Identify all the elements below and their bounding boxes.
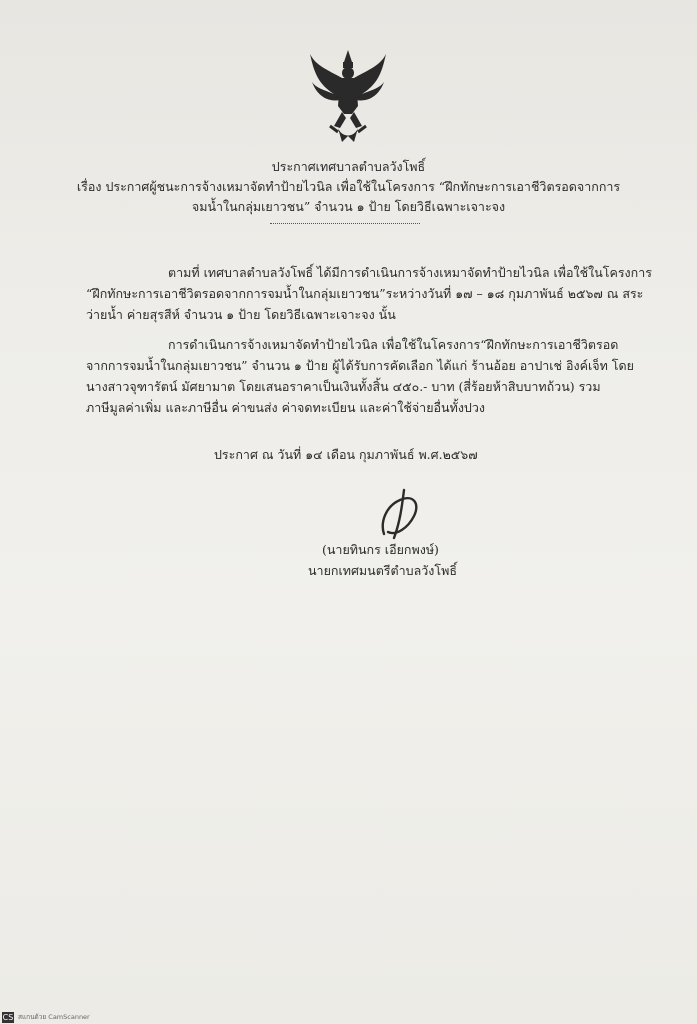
para2-line-4: ภาษีมูลค่าเพิ่ม และภาษีอื่น ค่าขนส่ง ค่าจดทะเบียน และค่าใช้จ่ายอื่นทั้งปวง bbox=[86, 400, 485, 415]
para1-line-1: ตามที่ เทศบาลตำบลวังโพธิ์ ได้มีการดำเนินการจ้างเหมาจัดทำป้ายไวนิล เพื่อใช้ในโครงการ bbox=[168, 265, 652, 280]
signatory-name: (นายทินกร เอียกพงษ์) bbox=[322, 542, 439, 557]
para2-line-1: การดำเนินการจ้างเหมาจัดทำป้ายไวนิล เพื่อใช้ในโครงการ“ฝึกทักษะการเอาชีวิตรอด bbox=[168, 337, 619, 352]
para1-line-2: “ฝึกทักษะการเอาชีวิตรอดจากการจมน้ำในกลุ่มเยาวชน”ระหว่างวันที่ ๑๗ – ๑๘ กุมภาพันธ์ ๒๕๖๗ ณ สระ bbox=[86, 286, 644, 301]
scanner-watermark bbox=[0, 1010, 202, 1024]
scanner-caption: สแกนด้วย CamScanner bbox=[18, 1013, 90, 1021]
announcement-date: ประกาศ ณ วันที่ ๑๔ เดือน กุมภาพันธ์ พ.ศ.๒๕๖๗ bbox=[214, 447, 478, 462]
para1-line-3: ว่ายน้ำ ค่ายสุรสีห์ จำนวน ๑ ป้าย โดยวิธีเฉพาะเจาะจง นั้น bbox=[86, 307, 396, 322]
handwritten-signature-icon bbox=[370, 486, 430, 542]
para2-line-3: นางสาวจุฑารัตน์ มัศยามาต โดยเสนอราคาเป็นเงินทั้งสิ้น ๔๕๐.- บาท (สี่ร้อยห้าสิบบาทถ้วน) รวม bbox=[86, 379, 601, 394]
camscanner-logo-icon: CS bbox=[2, 1012, 14, 1022]
subject-line-2: จมน้ำในกลุ่มเยาวชน” จำนวน ๑ ป้าย โดยวิธีเฉพาะเจาะจง bbox=[191, 199, 506, 214]
garuda-emblem-icon bbox=[308, 48, 388, 144]
document-title: ประกาศเทศบาลตำบลวังโพธิ์ bbox=[271, 159, 426, 174]
para2-line-2: จากการจมน้ำในกลุ่มเยาวชน” จำนวน ๑ ป้าย ผู้ได้รับการคัดเลือก ได้แก่ ร้านอ้อย อาปาเช่ อิงค์เจ็ท โดย bbox=[86, 358, 634, 373]
subject-line-1: เรื่อง ประกาศผู้ชนะการจ้างเหมาจัดทำป้ายไวนิล เพื่อใช้ในโครงการ “ฝึกทักษะการเอาชีวิตรอดจากการ bbox=[76, 179, 621, 194]
divider bbox=[270, 223, 420, 224]
signatory-position: นายกเทศมนตรีตำบลวังโพธิ์ bbox=[308, 563, 457, 578]
